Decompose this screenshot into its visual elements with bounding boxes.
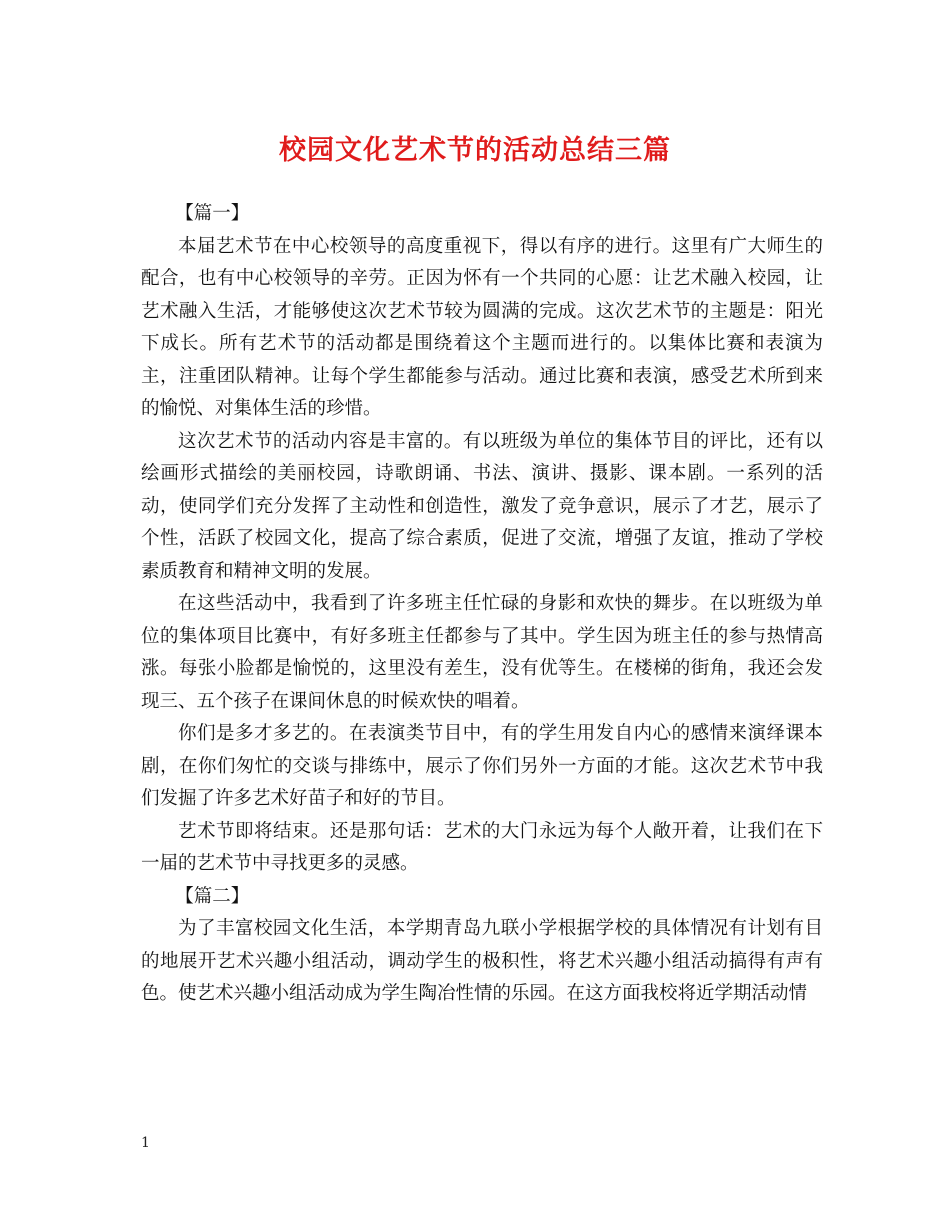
document-body [141,198,823,1011]
section-heading: 【篇二】 [175,885,250,907]
document-title: 校园文化艺术节的活动总结三篇 [279,135,671,166]
section-heading: 【篇一】 [175,203,250,224]
paragraph: 为了丰富校园文化生活，本学期青岛九联小学根据学校的具体情况有计划有目的地展开艺术兴趣小组活动，调动学生的极积性，将艺术兴趣小组活动搞得有声有色。使艺术兴趣小组活动成为学生陶冶性情的乐园。在这方面我校将近学期活动情 [141,918,823,1004]
paragraph: 在这些活动中，我看到了许多班主任忙碌的身影和欢快的舞步。在以班级为单位的集体项目比赛中，有好多班主任都参与了其中。学生因为班主任的参与热情高涨。每张小脸都是愉悦的，这里没有差生，没有优等生。在楼梯的街角，我还会发现三、五个孩子在课间休息的时候欢快的唱着。 [141,593,823,712]
paragraph: 本届艺术节在中心校领导的高度重视下，得以有序的进行。这里有广大师生的配合，也有中心校领导的辛劳。正因为怀有一个共同的心愿：让艺术融入校园，让艺术融入生活，才能够使这次艺术节较为圆满的完成。这次艺术节的主题是：阳光下成长。所有艺术节的活动都是围绕着这个主题而进行的。以集体比赛和表演为主，注重团队精神。让每个学生都能参与活动。通过比赛和表演，感受艺术所到来的愉悦、对集体生活的珍惜。 [141,235,823,419]
paragraph: 你们是多才多艺的。在表演类节目中，有的学生用发自内心的感情来演绎课本剧，在你们匆忙的交谈与排练中，展示了你们另外一方面的才能。这次艺术节中我们发掘了许多艺术好苗子和好的节目。 [141,723,823,809]
paragraph: 艺术节即将结束。还是那句话：艺术的大门永远为每个人敞开着，让我们在下一届的艺术节中寻找更多的灵感。 [141,820,823,874]
paragraph: 这次艺术节的活动内容是丰富的。有以班级为单位的集体节目的评比，还有以绘画形式描绘的美丽校园，诗歌朗诵、书法、演讲、摄影、课本剧。一系列的活动，使同学们充分发挥了主动性和创造性，激发了竞争意识，展示了才艺，展示了个性，活跃了校园文化，提高了综合素质，促进了交流，增强了友谊，推动了学校素质教育和精神文明的发展。 [141,430,823,582]
page-number: 1 [141,1135,150,1151]
